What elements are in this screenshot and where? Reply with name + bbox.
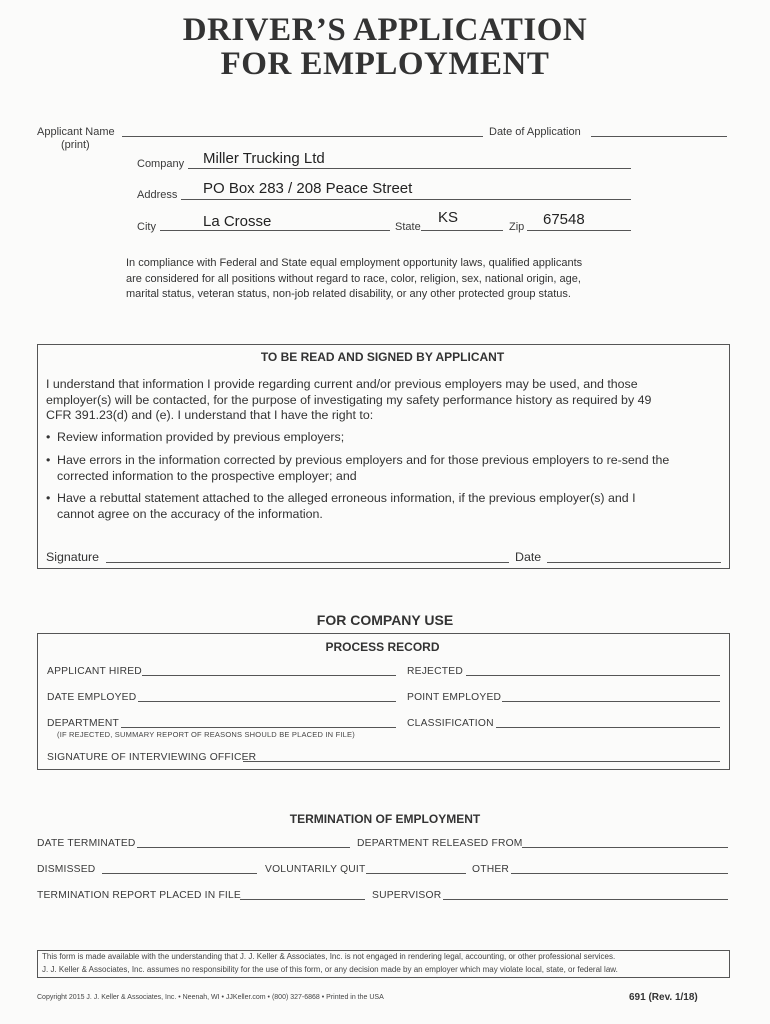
state-label: State bbox=[395, 221, 421, 233]
zip-value: 67548 bbox=[543, 211, 585, 228]
other-field[interactable] bbox=[511, 873, 728, 874]
address-field-line[interactable] bbox=[181, 199, 631, 200]
rejected-label: REJECTED bbox=[407, 666, 463, 677]
applicant-name-label: Applicant Name bbox=[37, 126, 115, 138]
signature-date-label: Date bbox=[515, 550, 542, 564]
date-employed-field[interactable] bbox=[138, 701, 396, 702]
applicant-box-heading: TO BE READ AND SIGNED BY APPLICANT bbox=[260, 350, 505, 364]
rejected-note: (IF REJECTED, SUMMARY REPORT OF REASONS SHOULD BE PLACED IN FILE) bbox=[57, 730, 355, 739]
other-label: OTHER bbox=[472, 864, 510, 875]
state-field-line[interactable] bbox=[421, 230, 503, 231]
bullet-correct-errors bbox=[57, 453, 727, 484]
point-employed-field[interactable] bbox=[502, 701, 720, 702]
print-label: (print) bbox=[61, 139, 90, 151]
date-terminated-label: DATE TERMINATED bbox=[37, 838, 136, 849]
voluntarily-quit-label: VOLUNTARILY QUIT bbox=[265, 864, 366, 875]
compliance-line: marital status, veteran status, non-job related disability, or any other protected group status. bbox=[126, 288, 571, 300]
signature-date-field[interactable] bbox=[547, 562, 721, 563]
bullet-dot-icon: • bbox=[46, 453, 51, 467]
date-employed-label: DATE EMPLOYED bbox=[47, 692, 137, 703]
company-use-heading: FOR COMPANY USE bbox=[316, 612, 454, 628]
signature-label: Signature bbox=[46, 550, 100, 564]
classification-field[interactable] bbox=[496, 727, 720, 728]
intro-line: employer(s) will be contacted, for the purpose of investigating my safety performance history as required by 49 bbox=[46, 392, 652, 407]
department-released-label: DEPARTMENT RELEASED FROM bbox=[357, 838, 523, 849]
city-value: La Crosse bbox=[203, 213, 272, 230]
date-of-application-field[interactable] bbox=[591, 136, 727, 137]
classification-label: CLASSIFICATION bbox=[407, 718, 494, 729]
report-placed-label: TERMINATION REPORT PLACED IN FILE bbox=[37, 890, 241, 901]
compliance-statement bbox=[126, 256, 656, 303]
bullet-rebuttal bbox=[57, 491, 727, 522]
company-label: Company bbox=[137, 158, 185, 170]
bullet-line: Have a rebuttal statement attached to the alleged erroneous information, if the previous employer(s) and I bbox=[57, 491, 636, 505]
company-field-line[interactable] bbox=[188, 168, 631, 169]
intro-line: I understand that information I provide regarding current and/or previous employers may be used, and those bbox=[46, 377, 638, 391]
city-field-line[interactable] bbox=[160, 230, 390, 231]
zip-label: Zip bbox=[509, 221, 525, 233]
city-label: City bbox=[137, 221, 156, 233]
rejected-field[interactable] bbox=[466, 675, 720, 676]
interviewing-officer-field[interactable] bbox=[243, 761, 720, 762]
signature-field[interactable] bbox=[106, 562, 509, 563]
form-title-line1: DRIVER’S APPLICATION bbox=[182, 12, 588, 48]
bullet-dot-icon: • bbox=[46, 430, 51, 444]
compliance-line: are considered for all positions without regard to race, color, religion, sex, national origin, age, bbox=[126, 272, 581, 285]
bullet-line: Have errors in the information corrected by previous employers and for those previous employers to re-send the bbox=[57, 453, 670, 467]
termination-heading: TERMINATION OF EMPLOYMENT bbox=[289, 812, 481, 826]
disclaimer-line: This form is made available with the understanding that J. J. Keller & Associates, Inc. is not engaged in rendering legal, accounting, or other professional services. bbox=[42, 952, 616, 961]
address-label: Address bbox=[137, 189, 178, 201]
applicant-hired-label: APPLICANT HIRED bbox=[47, 666, 142, 677]
bullet-dot-icon: • bbox=[46, 491, 51, 505]
bullet-line: corrected information to the prospective employer; and bbox=[57, 468, 357, 483]
process-record-heading: PROCESS RECORD bbox=[325, 640, 440, 654]
supervisor-field[interactable] bbox=[443, 899, 728, 900]
applicant-hired-field[interactable] bbox=[142, 675, 396, 676]
intro-line: CFR 391.23(d) and (e). I understand that I have the right to: bbox=[46, 408, 374, 422]
interviewing-officer-label: SIGNATURE OF INTERVIEWING OFFICER bbox=[47, 752, 257, 763]
form-number: 691 (Rev. 1/18) bbox=[629, 992, 698, 1003]
company-value: Miller Trucking Ltd bbox=[203, 150, 325, 167]
date-of-application-label: Date of Application bbox=[489, 126, 581, 138]
compliance-line: In compliance with Federal and State equal employment opportunity laws, qualified applicants bbox=[126, 257, 583, 269]
dismissed-field[interactable] bbox=[102, 873, 257, 874]
supervisor-label: SUPERVISOR bbox=[372, 890, 442, 901]
bullet-review: Review information provided by previous employers; bbox=[57, 430, 345, 444]
report-placed-field[interactable] bbox=[240, 899, 365, 900]
disclaimer-line: J. J. Keller & Associates, Inc. assumes no responsibility for the use of this form, or any decision made by an employer which may violate local, state, or federal law. bbox=[42, 964, 618, 974]
bullet-line: cannot agree on the accuracy of the information. bbox=[57, 506, 323, 521]
department-label: DEPARTMENT bbox=[47, 718, 119, 729]
department-released-field[interactable] bbox=[522, 847, 728, 848]
point-employed-label: POINT EMPLOYED bbox=[407, 692, 502, 703]
state-value: KS bbox=[438, 209, 459, 226]
copyright-text: Copyright 2015 J. J. Keller & Associates, Inc. • Neenah, WI • JJKeller.com • (800) 327-6868 • Printed in the USA bbox=[37, 994, 384, 1001]
disclaimer-text bbox=[42, 951, 726, 976]
voluntarily-quit-field[interactable] bbox=[366, 873, 466, 874]
applicant-intro bbox=[46, 377, 726, 424]
address-value: PO Box 283 / 208 Peace Street bbox=[203, 180, 413, 197]
date-terminated-field[interactable] bbox=[137, 847, 350, 848]
applicant-name-field[interactable] bbox=[122, 136, 483, 137]
form-title-line2: FOR EMPLOYMENT bbox=[220, 46, 550, 82]
dismissed-label: DISMISSED bbox=[37, 864, 96, 875]
zip-field-line[interactable] bbox=[527, 230, 631, 231]
department-field[interactable] bbox=[121, 727, 396, 728]
